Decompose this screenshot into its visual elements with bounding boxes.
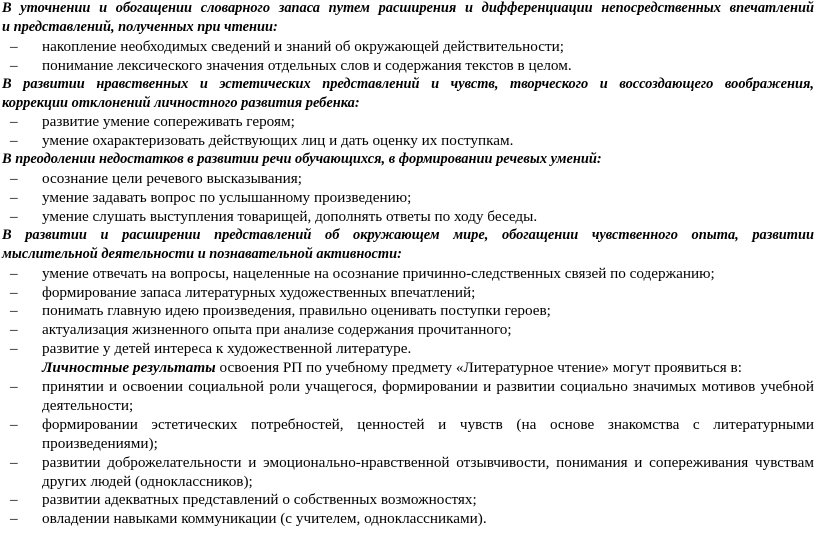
section-heading: В уточнении и обогащении словарного запаса путем расширения и дифференциации непосредственных впечатлений — [2, 0, 814, 16]
list-bullet-dash: – — [10, 56, 18, 74]
section-heading: В развитии нравственных и эстетических представлений и чувств, творческого и воссоздающего воображения, — [2, 75, 814, 92]
list-bullet-dash: – — [10, 170, 18, 188]
list-item: формирование запаса литературных художественных впечатлений; — [42, 283, 476, 301]
personal-results-intro — [42, 359, 742, 376]
list-bullet-dash: – — [10, 378, 18, 395]
list-item: развитии адекватных представлений о собственных возможностях; — [42, 491, 477, 509]
list-item: формировании эстетических потребностей, ценностей и чувств (на основе знакомства с литературными — [42, 415, 814, 433]
list-bullet-dash: – — [10, 132, 18, 150]
list-item: умение слушать выступления товарищей, дополнять ответы по ходу беседы. — [42, 207, 538, 225]
list-bullet-dash: – — [10, 510, 18, 528]
list-bullet-dash: – — [10, 189, 18, 206]
list-item: понимать главную идею произведения, правильно оценивать поступки героев; — [42, 302, 551, 320]
list-bullet-dash: – — [10, 283, 18, 301]
list-bullet-dash: – — [10, 264, 18, 282]
list-item: принятии и освоении социальной роли учащегося, формировании и развитии социально значимых мотивов учебной — [42, 378, 814, 395]
section-heading: и представлений, полученных при чтении: — [2, 18, 278, 35]
list-item: произведениями); — [42, 434, 158, 452]
list-item: других людей (одноклассников); — [42, 472, 253, 490]
list-item: развитие умение сопереживать героям; — [42, 113, 295, 131]
list-bullet-dash: – — [10, 340, 18, 358]
list-item: осознание цели речевого высказывания; — [42, 170, 302, 188]
list-item: умение отвечать на вопросы, нацеленные на осознание причинно-следственных связей по содержанию; — [42, 264, 715, 282]
list-item: актуализация жизненного опыта при анализе содержания прочитанного; — [42, 321, 512, 339]
section-heading: коррекции отклонений личностного развития ребенка: — [2, 94, 360, 111]
section-heading: В преодолении недостатков в развитии речи обучающихся, в формировании речевых умений: — [2, 151, 602, 168]
list-bullet-dash: – — [10, 453, 18, 471]
list-item: умение задавать вопрос по услышанному произведению; — [42, 189, 412, 206]
list-item: развитие у детей интереса к художественной литературе. — [42, 340, 412, 358]
personal-results-text: освоения РП по учебному предмету «Литературное чтение» могут проявиться в: — [215, 359, 742, 377]
list-item: умение охарактеризовать действующих лиц и дать оценку их поступкам. — [42, 132, 514, 150]
list-bullet-dash: – — [10, 207, 18, 225]
list-item: накопление необходимых сведений и знаний об окружающей действительности; — [42, 37, 564, 55]
list-bullet-dash: – — [10, 321, 18, 339]
list-item: деятельности; — [42, 396, 134, 414]
list-bullet-dash: – — [10, 302, 18, 320]
list-bullet-dash: – — [10, 37, 18, 55]
section-heading: В развитии и расширении представлений об окружающем мире, обогащении чувственного опыта, развитии — [2, 226, 814, 243]
section-heading: мыслительной деятельности и познавательной активности: — [2, 245, 402, 262]
list-bullet-dash: – — [10, 491, 18, 509]
list-item: овладении навыками коммуникации (с учителем, одноклассниками). — [42, 510, 487, 528]
personal-results-lead: Личностные результаты — [42, 359, 216, 377]
list-bullet-dash: – — [10, 415, 18, 433]
list-item: понимание лексического значения отдельных слов и содержания текстов в целом. — [42, 56, 572, 74]
list-item: развитии доброжелательности и эмоционально-нравственной отзывчивости, понимания и сопереживания чувствам — [42, 453, 814, 471]
list-bullet-dash: – — [10, 113, 18, 131]
